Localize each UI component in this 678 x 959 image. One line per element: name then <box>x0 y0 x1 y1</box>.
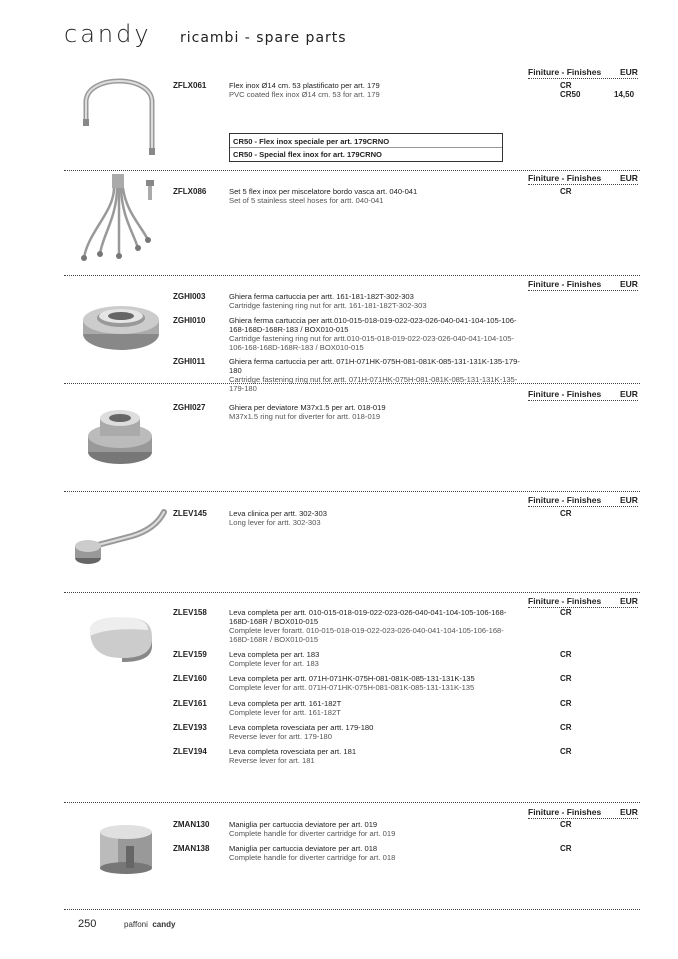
section-divider <box>64 491 640 492</box>
page-number: 250 <box>78 918 97 930</box>
diverter-ring-nut-image <box>84 404 156 466</box>
product-description: Leva completa per artt. 010-015-018-019-022-023-026-040-041-104-105-106-168-168D-168R / BOX010-015 Complete lever forartt. 010-015-018-019-022-023-026-040-041-104-105-106-168-168D-168R / BOX010-015 <box>229 608 507 644</box>
product-description: Ghiera ferma cartuccia per artt.010-015-018-019-022-023-026-040-041-104-105-106-168-168D-168R-183 / BOX010-015 Cartridge fastening ring nut for artt.010-015-018-019-022-023-026-040-041-104-105-106-168-168D-168R-183 / BOX010-015 <box>229 316 517 352</box>
product-description: Ghiera per deviatore M37x1.5 per art. 018-019 M37x1.5 ring nut for diverter for artt. 018-019 <box>229 403 386 421</box>
finish-code: CR <box>560 844 572 853</box>
note-line: CR50 - Flex inox speciale per art. 179CRNO <box>233 137 390 146</box>
divider <box>528 506 638 507</box>
price: 14,50 <box>614 90 635 99</box>
product-description: Maniglia per cartuccia deviatore per art. 018 Complete handle for diverter cartridge for art. 018 <box>229 844 396 862</box>
hose-set-image <box>78 172 160 264</box>
product-code: ZGHI010 <box>173 316 206 325</box>
product-description: Leva completa rovesciata per artt. 179-180 Reverse lever for artt. 179-180 <box>229 723 374 741</box>
footer-brand: paffoni candy <box>124 920 176 929</box>
finish-code: CR50 <box>560 90 581 99</box>
finish-code: CR <box>560 674 572 683</box>
product-description: Flex inox Ø14 cm. 53 plastificato per art. 179 PVC coated flex inox Ø14 cm. 53 for art. 179 <box>229 81 380 99</box>
product-code: ZLEV194 <box>173 747 207 756</box>
note-line: CR50 - Special flex inox for art. 179CRNO <box>233 150 382 159</box>
product-description: Leva completa per artt. 071H-071HK-075H-081-081K-085-131-131K-135 Complete lever for artt. 071H-071HK-075H-081-081K-085-131-131K-135 <box>229 674 475 692</box>
section-divider <box>64 383 640 384</box>
product-description: Set 5 flex inox per miscelatore bordo vasca art. 040-041 Set of 5 stainless steel hoses for artt. 040-041 <box>229 187 418 205</box>
page-subtitle: ricambi - spare parts <box>180 30 347 46</box>
product-description: Leva completa per artt. 161-182T Complete lever for artt. 161-182T <box>229 699 342 717</box>
divider <box>528 184 638 185</box>
finish-code: CR <box>560 699 572 708</box>
finish-code: CR <box>560 650 572 659</box>
section-divider <box>64 592 640 593</box>
section-divider <box>64 170 640 171</box>
product-code: ZLEV160 <box>173 674 207 683</box>
product-code: ZGHI011 <box>173 357 206 366</box>
finish-code: CR <box>560 723 572 732</box>
product-description: Leva completa rovesciata per art. 181 Reverse lever for art. 181 <box>229 747 357 765</box>
product-description: Leva clinica per artt. 302-303 Long lever for artt. 302-303 <box>229 509 327 527</box>
flex-hose-image <box>78 66 160 158</box>
product-description: Ghiera ferma cartuccia per artt. 071H-071HK-075H-081-081K-085-131-131K-135-179-180 Cartridge fastening ring nut for artt. 071H-071HK-075H-081-081K-085-131-131K-135-179-180 <box>229 357 520 393</box>
finish-code: CR <box>560 509 572 518</box>
product-code: ZFLX086 <box>173 187 207 196</box>
product-code: ZLEV145 <box>173 509 207 518</box>
finish-code: CR <box>560 608 572 617</box>
brand-title: candy <box>64 20 152 48</box>
product-code: ZLEV159 <box>173 650 207 659</box>
divider <box>528 290 638 291</box>
section-divider <box>64 275 640 276</box>
finish-code: CR <box>560 747 572 756</box>
product-code: ZLEV161 <box>173 699 207 708</box>
long-lever-image <box>72 506 172 570</box>
product-code: ZMAN138 <box>173 844 210 853</box>
complete-lever-image <box>82 612 154 664</box>
special-note-box <box>229 133 503 162</box>
ring-nut-image <box>80 298 162 358</box>
divider <box>528 818 638 819</box>
footer-divider <box>64 909 640 910</box>
product-code: ZMAN130 <box>173 820 210 829</box>
finish-code: CR <box>560 820 572 829</box>
diverter-handle-image <box>96 822 156 876</box>
divider <box>528 78 638 79</box>
finish-code: CR <box>560 187 572 196</box>
product-code: ZLEV193 <box>173 723 207 732</box>
product-description: Leva completa per art. 183 Complete lever for art. 183 <box>229 650 320 668</box>
product-code: ZFLX061 <box>173 81 207 90</box>
divider <box>528 607 638 608</box>
section-divider <box>64 802 640 803</box>
product-description: Maniglia per cartuccia deviatore per art. 019 Complete handle for diverter cartridge for art. 019 <box>229 820 396 838</box>
product-code: ZGHI003 <box>173 292 206 301</box>
product-description: Ghiera ferma cartuccia per artt. 161-181-182T-302-303 Cartridge fastening ring nut for artt. 161-181-182T-302-303 <box>229 292 427 310</box>
divider <box>528 400 638 401</box>
product-code: ZGHI027 <box>173 403 206 412</box>
product-code: ZLEV158 <box>173 608 207 617</box>
finish-code: CR <box>560 81 572 90</box>
